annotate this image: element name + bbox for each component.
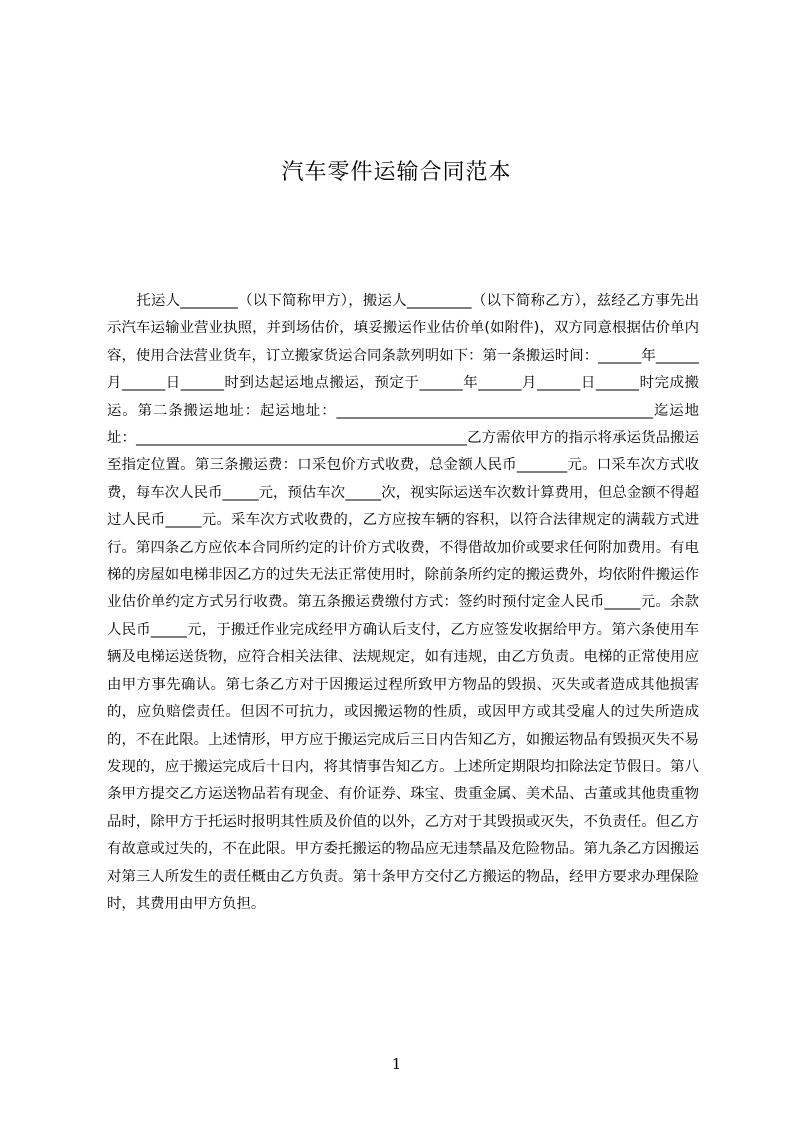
document-title: 汽车零件运输合同范本 (281, 159, 512, 185)
contract-body: 托运人________（以下简称甲方），搬运人_________（以下简称乙方），兹经乙方事先出示汽车运输业营业执照，并到场估价，填妥搬运作业估价单(如附件)，双方同意根据估价单内容，使用合法营业货车，订立搬家货运合同条款列明如下：第一条搬运时间：______年______月______日______时到达起运地点搬运，预定于______年______月______日______时完成搬运。第二条搬运地址：起运地址：____________________________________________迄运地址：______________________________________________乙方需依甲方的指示将承运货品搬运至指定位置。第三条搬运费：口采包价方式收费，总金额人民币_______元。口采车次方式收费，每车次人民币_____元，预估车次_____次，视实际运送车次数计算费用，但总金额不得超过人民币_____元。采车次方式收费的，乙方应按车辆的容积，以符合法律规定的满载方式进行。第四条乙方应依本合同所约定的计价方式收费，不得借故加价或要求任何附加费用。有电梯的房屋如电梯非因乙方的过失无法正常使用时，除前条所约定的搬运费外，均依附件搬运作业估价单约定方式另行收费。第五条搬运费缴付方式：签约时预付定金人民币_____元。余款人民币_____元，于搬迁作业完成经甲方确认后支付，乙方应签发收据给甲方。第六条使用车辆及电梯运送货物，应符合相关法律、法规规定，如有违规，由乙方负责。电梯的正常使用应由甲方事先确认。第七条乙方对于因搬运过程所致甲方物品的毁损、灭失或者造成其他损害的，应负赔偿责任。但因不可抗力，或因搬运物的性质，或因甲方或其受雇人的过失所造成的，不在此限。上述情形，甲方应于搬运完成后三日内告知乙方，如搬运物品有毁损灭失不易发现的，应于搬运完成后十日内，将其情事告知乙方。上述所定期限均扣除法定节假日。第八条甲方提交乙方运送物品若有现金、有价证券、珠宝、贵重金属、美术品、古董或其他贵重物品时，除甲方于托运时报明其性质及价值的以外，乙方对于其毁损或灭失，不负责任。但乙方有故意或过失的，不在此限。甲方委托搬运的物品应无违禁晶及危险物品。第九条乙方因搬运对第三人所发生的责任概由乙方负责。第十条甲方交付乙方搬运的物品，经甲方要求办理保险时，其费用由甲方负担。 (107, 293, 699, 912)
page-number: 1 (391, 1055, 402, 1073)
